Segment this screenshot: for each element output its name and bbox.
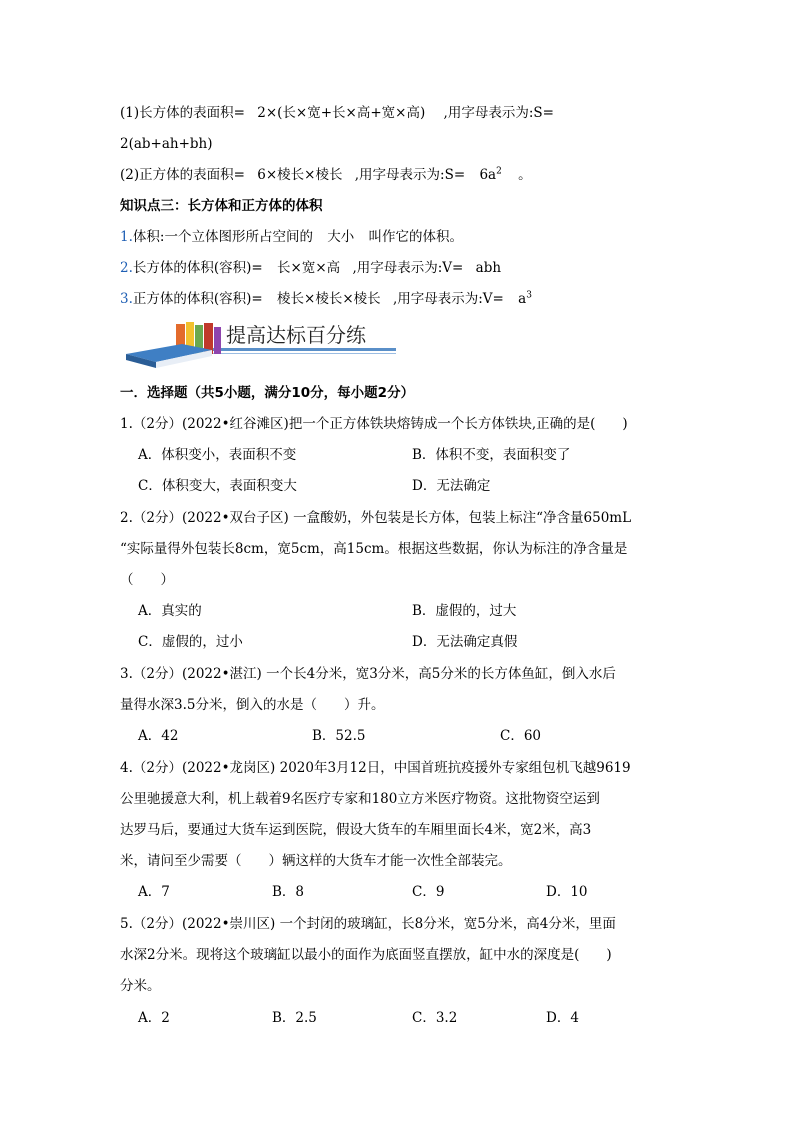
- item-number: 2.: [120, 260, 133, 276]
- item-exponent: 3: [526, 290, 532, 301]
- item-mid: ,用字母表示为:V=: [352, 260, 464, 276]
- knowledge-item-1: [120, 227, 463, 247]
- question-2-option-d[interactable]: D．无法确定真假: [412, 634, 518, 650]
- item-number: 1.: [120, 229, 133, 245]
- question-5-line-1: 5.（2分）(2022•崇川区) 一个封闭的玻璃缸，长8分米，宽5分米，高4分米，里面: [120, 916, 616, 932]
- question-2-option-a[interactable]: A．真实的: [138, 603, 202, 619]
- question-5-option-b[interactable]: B．2.5: [272, 1010, 317, 1026]
- question-4-option-a[interactable]: A．7: [138, 884, 170, 900]
- banner-title: 提高达标百分练: [226, 323, 366, 347]
- section-heading: 一．选择题（共5小题，满分10分，每小题2分）: [120, 385, 415, 401]
- knowledge-item-2: [120, 258, 501, 278]
- question-5-option-a[interactable]: A．2: [138, 1010, 170, 1026]
- question-3-option-a[interactable]: A．42: [138, 728, 179, 744]
- knowledge-point-title: 知识点三：长方体和正方体的体积: [120, 198, 323, 214]
- question-4-line-2: 公里驰援意大利，机上载着9名医疗专家和180立方米医疗物资。这批物资空运到: [120, 791, 600, 807]
- question-4-option-d[interactable]: D．10: [546, 884, 588, 900]
- question-3-line-2: 量得水深3.5分米，倒入的水是（ ）升。: [120, 697, 385, 713]
- question-5-option-c[interactable]: C．3.2: [412, 1010, 458, 1026]
- question-2-line-1: 2.（2分）(2022•双台子区) 一盒酸奶，外包装是长方体，包装上标注“净含量650mL: [120, 510, 632, 526]
- question-1-option-a[interactable]: A．体积变小，表面积不变: [138, 447, 297, 463]
- question-1-option-b[interactable]: B．体积不变，表面积变了: [412, 447, 571, 463]
- question-3-option-b[interactable]: B．52.5: [312, 728, 366, 744]
- question-4-line-4: 米，请问至少需要（ ）辆这样的大货车才能一次性全部装完。: [120, 853, 512, 869]
- question-1-option-d[interactable]: D．无法确定: [412, 478, 491, 494]
- question-4-line-3: 达罗马后，要通过大货车运到医院，假设大货车的车厢里面长4米，宽2米，高3: [120, 822, 592, 838]
- item-text: 长方体的体积(容积)=: [132, 260, 263, 276]
- formula-surface-cube: [120, 165, 532, 185]
- formula-surface-cuboid-letters: [120, 134, 213, 154]
- knowledge-item-3: [120, 289, 532, 309]
- question-3-option-c[interactable]: C．60: [500, 728, 542, 744]
- formula-answer: 6×棱长×棱长: [257, 167, 343, 183]
- formula-end: 。: [518, 167, 532, 183]
- item-answer: 长×宽×高: [277, 260, 341, 276]
- formula-label: (2)正方体的表面积=: [120, 167, 245, 183]
- question-3-line-1: 3.（2分）(2022•湛江) 一个长4分米，宽3分米，高5分米的长方体鱼缸，倒入水后: [120, 666, 616, 682]
- formula-surface-cuboid: [120, 103, 554, 123]
- formula-mid: ,用字母表示为:S=: [443, 105, 554, 121]
- formula-mid: ,用字母表示为:S=: [354, 167, 466, 183]
- question-5-line-3: 分米。: [120, 978, 161, 994]
- formula-label: (1)长方体的表面积=: [120, 105, 245, 121]
- question-1-line-1: 1.（2分）(2022•红谷滩区)把一个正方体铁块熔铸成一个长方体铁块,正确的是( ): [120, 416, 628, 432]
- question-4-line-1: 4.（2分）(2022•龙岗区) 2020年3月12日，中国首班抗疫援外专家组包机飞越9619: [120, 760, 631, 776]
- question-5-line-2: 水深2分米。现将这个玻璃缸以最小的面作为底面竖直摆放，缸中水的深度是( ): [120, 947, 612, 963]
- question-2-option-c[interactable]: C．虚假的，过小: [138, 634, 243, 650]
- item-number: 3.: [120, 291, 133, 307]
- question-2-option-b[interactable]: B．虚假的，过大: [412, 603, 517, 619]
- item-answer: 棱长×棱长×棱长: [277, 291, 381, 307]
- formula-answer: 2×(长×宽+长×高+宽×高): [257, 105, 426, 121]
- question-2-line-2: “实际量得外包装长8cm，宽5cm，高15cm。根据这些数据，你认为标注的净含量是: [120, 541, 628, 557]
- item-letters: a: [518, 291, 527, 307]
- item-text: 体积:一个立体图形所占空间的: [132, 229, 313, 245]
- formula-letters: 6a: [479, 167, 497, 183]
- question-5-option-d[interactable]: D．4: [546, 1010, 579, 1026]
- item-end: 叫作它的体积。: [368, 229, 464, 245]
- formula-letters: 2(ab+ah+bh): [120, 136, 213, 152]
- question-4-option-c[interactable]: C．9: [412, 884, 445, 900]
- item-letters: abh: [475, 260, 502, 276]
- item-text: 正方体的体积(容积)=: [132, 291, 263, 307]
- formula-exponent: 2: [496, 166, 502, 177]
- item-mid: ,用字母表示为:V=: [392, 291, 504, 307]
- question-2-line-3: （ ）: [120, 572, 174, 588]
- item-answer: 大小: [327, 229, 355, 245]
- question-4-option-b[interactable]: B．8: [272, 884, 305, 900]
- question-1-option-c[interactable]: C．体积变大，表面积变大: [138, 478, 297, 494]
